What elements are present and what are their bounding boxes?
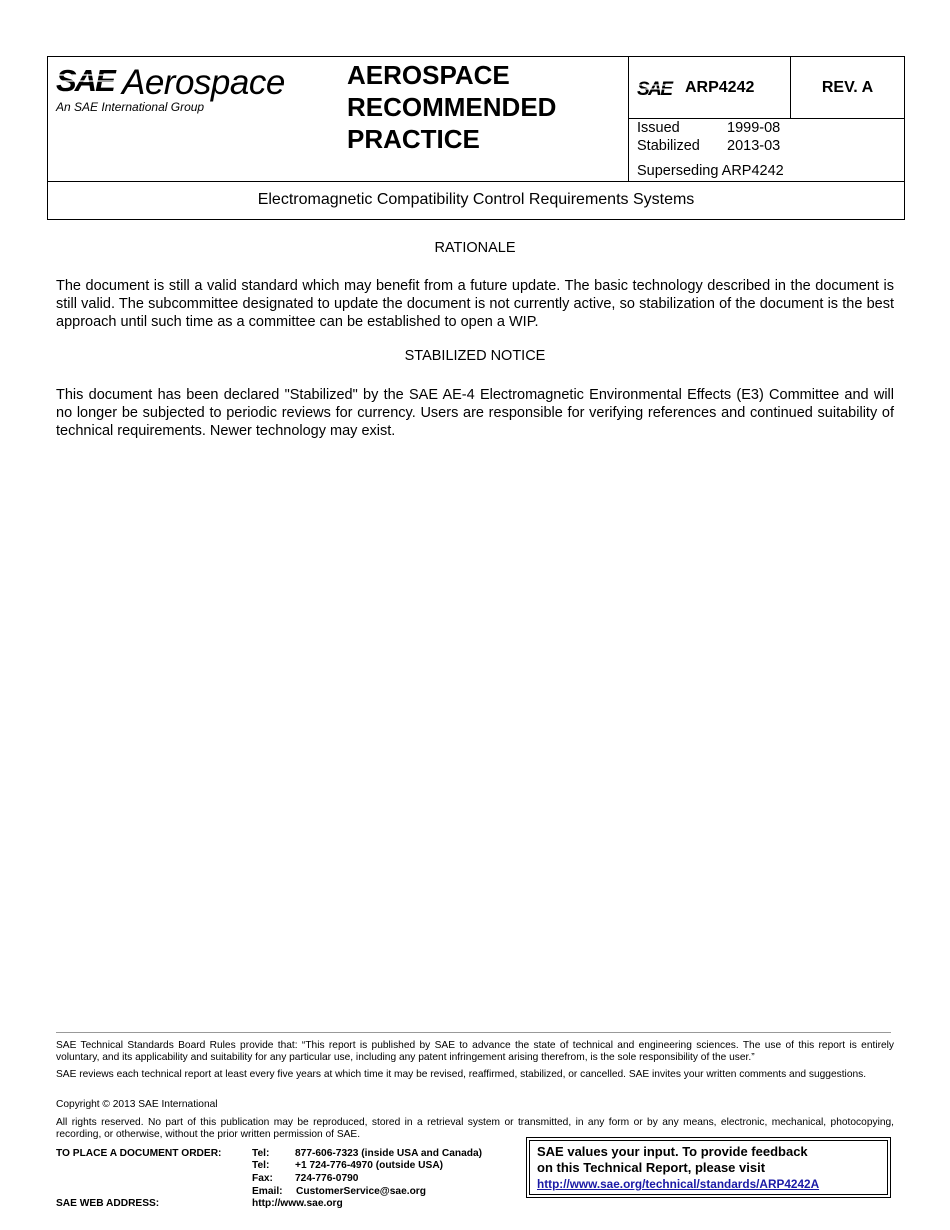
footer-rights-text: All rights reserved. No part of this publication may be reproduced, stored in a retrieval system or transmitted, in any form or by any means, electronic, mechanical, photocopying, recording, or otherwise, without the prior written permission of SAE. [56, 1117, 894, 1140]
order-label: TO PLACE A DOCUMENT ORDER: [56, 1148, 222, 1159]
web-address-label: SAE WEB ADDRESS: [56, 1198, 160, 1209]
document-type-line: PRACTICE [347, 124, 480, 154]
rationale-heading: RATIONALE [434, 240, 516, 256]
web-address-value[interactable]: http://www.sae.org [252, 1198, 343, 1209]
sae-logo-small-icon [637, 78, 675, 98]
issued-value: 1999-08 [727, 120, 781, 136]
tel2-value: +1 724-776-4970 (outside USA) [295, 1160, 444, 1171]
footer-review-text: SAE reviews each technical report at least every five years at which time it may be revised, reaffirmed, stabilized, or cancelled. SAE invites your written comments and suggestions. [56, 1069, 867, 1080]
email-value[interactable]: CustomerService@sae.org [296, 1186, 426, 1197]
feedback-box [526, 1137, 891, 1198]
stabilized-notice-paragraph: This document has been declared "Stabilized" by the SAE AE-4 Electromagnetic Environmental Effects (E3) Committee and will no longer be subjected to periodic reviews for currency. Users are responsible for verifying references and continued suitability of technical requirements. Newer technology may exist. [56, 387, 894, 439]
sae-aerospace-logo [56, 63, 306, 119]
document-type [347, 59, 617, 155]
svg-text:SAE: SAE [56, 63, 114, 98]
header-divider [628, 57, 629, 181]
document-type-line: RECOMMENDED [347, 92, 557, 122]
tel-label: Tel: [252, 1148, 270, 1159]
fax-value: 724-776-0790 [295, 1173, 359, 1184]
fax-label: Fax: [252, 1173, 273, 1184]
stabilized-value: 2013-03 [727, 138, 781, 154]
document-header [47, 56, 905, 220]
issued-label: Issued [637, 120, 680, 136]
feedback-link[interactable]: http://www.sae.org/technical/standards/ARP4242A [537, 1177, 820, 1191]
tel2-label: Tel: [252, 1160, 270, 1171]
logo-wordmark: Aerospace [122, 63, 285, 102]
doc-number-value: ARP4242 [685, 79, 755, 96]
stabilized-notice-heading: STABILIZED NOTICE [404, 348, 546, 364]
footer-rules-text: SAE Technical Standards Board Rules provide that: “This report is published by SAE to advance the state of technical and engineering sciences. The use of this report is entirely voluntary, and its applicability and suitability for any particular use, including any patent infringement arising therefrom, is the sole responsibility of the user.” [56, 1040, 894, 1063]
footer-copyright: Copyright © 2013 SAE International [56, 1099, 218, 1110]
footer-divider [56, 1032, 891, 1033]
document-number [637, 77, 754, 99]
tel-value: 877-606-7323 (inside USA and Canada) [295, 1148, 483, 1159]
svg-text:SAE: SAE [637, 79, 672, 98]
superseding: Superseding ARP4242 [637, 163, 784, 179]
revision: REV. A [821, 79, 874, 96]
feedback-line: on this Technical Report, please visit [537, 1160, 766, 1175]
sae-logo-mark-icon [56, 63, 122, 99]
rationale-paragraph: The document is still a valid standard which may benefit from a future update. The basic technology described in the document is still valid. The subcommittee designated to update the document is not currently active, so stabilization of the document is the best approach until such time as a committee can be established to open a WIP. [56, 278, 894, 330]
document-title: Electromagnetic Compatibility Control Requirements Systems [257, 191, 695, 208]
email-label: Email: [252, 1186, 283, 1197]
document-type-line: AEROSPACE [347, 60, 510, 90]
feedback-line: SAE values your input. To provide feedback [537, 1144, 808, 1159]
logo-tagline: An SAE International Group [56, 100, 205, 114]
stabilized-label: Stabilized [637, 138, 700, 154]
date-block [637, 119, 780, 155]
